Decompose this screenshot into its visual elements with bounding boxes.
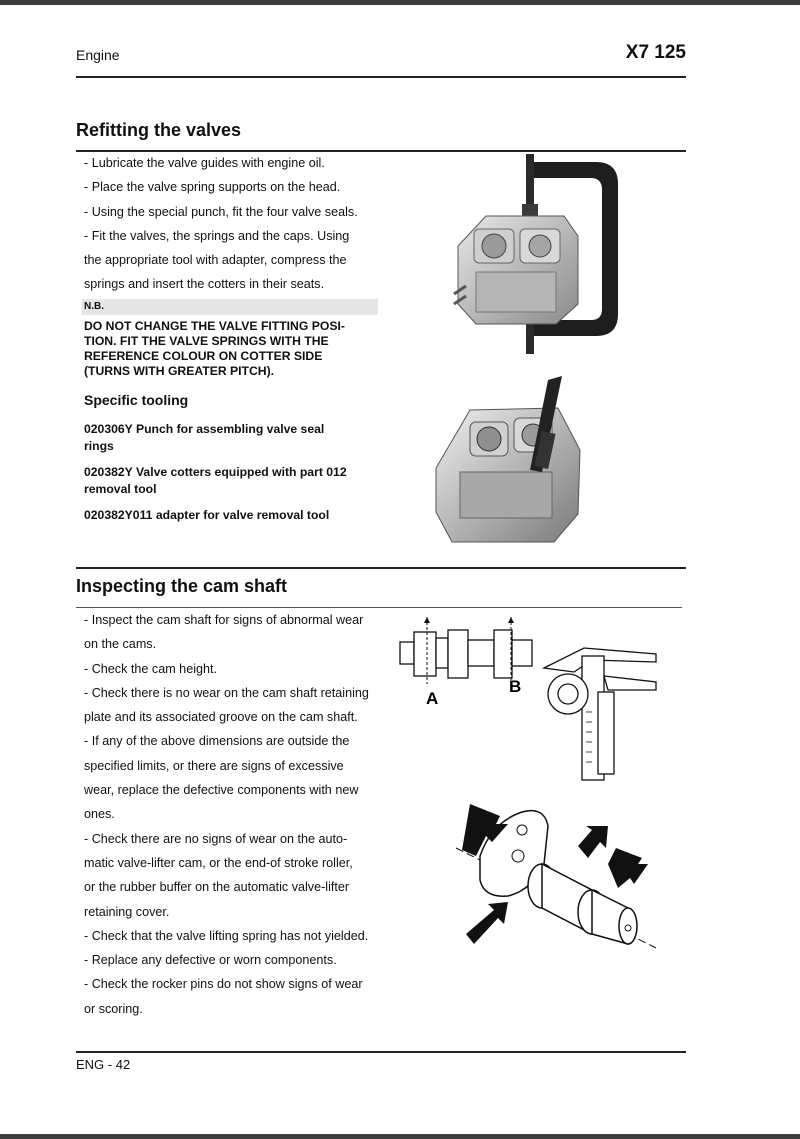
cam-height-diagram (394, 612, 664, 792)
text-line: on the cams. (84, 637, 157, 652)
diagram-label-a: A (426, 689, 439, 708)
diagram-label-b: B (509, 677, 522, 696)
nb-label: N.B. (82, 299, 378, 315)
top-border (0, 0, 800, 5)
warning-line: DO NOT CHANGE THE VALVE FITTING POSI- (84, 318, 345, 333)
tool-line: 020382Y011 adapter for valve removal tool (84, 507, 330, 522)
tool-line: 020382Y Valve cotters equipped with part 012 (84, 464, 347, 479)
text-line: - Check there are no signs of wear on the auto- (84, 831, 348, 846)
text-line: springs and insert the cotters in their seats. (84, 277, 325, 292)
warning-line: (TURNS WITH GREATER PITCH). (84, 363, 275, 378)
text-line: or scoring. (84, 1001, 143, 1016)
section-rule (76, 567, 686, 569)
warning-line: TION. FIT THE VALVE SPRINGS WITH THE (84, 333, 329, 348)
header-section-name: Engine (76, 47, 120, 63)
footer-rule (76, 1051, 686, 1053)
text-line: the appropriate tool with adapter, compress the (84, 253, 347, 268)
valve-lifter-cam-diagram (452, 794, 662, 959)
header-model: X7 125 (625, 42, 686, 63)
refitting-text-column (84, 151, 380, 524)
text-line: - Place the valve spring supports on the head. (84, 180, 341, 195)
tool-item (84, 464, 380, 498)
text-line: - If any of the above dimensions are outside the (84, 734, 350, 749)
text-line: plate and its associated groove on the cam shaft. (84, 710, 358, 725)
text-line: wear, replace the defective components with new (84, 783, 359, 798)
text-line: - Lubricate the valve guides with engine oil. (84, 156, 325, 170)
page-number: ENG - 42 (76, 1057, 131, 1072)
valve-compressor-photo (446, 154, 631, 364)
tool-item (84, 421, 380, 455)
text-line: - Using the special punch, fit the four valve seals. (84, 204, 358, 219)
text-line: or the rubber buffer on the automatic valve-lifter (84, 880, 350, 895)
text-line: - Fit the valves, the springs and the caps. Using (84, 228, 350, 243)
section-title-inspecting-cam-shaft: Inspecting the cam shaft (76, 576, 288, 596)
valve-seal-punch-photo (430, 372, 600, 552)
text-line: - Inspect the cam shaft for signs of abnormal wear (84, 613, 364, 627)
tool-line: 020306Y Punch for assembling valve seal (84, 421, 325, 436)
warning-line: REFERENCE COLOUR ON COTTER SIDE (84, 348, 323, 363)
text-line: ones. (84, 807, 115, 822)
warning-block (84, 319, 380, 379)
text-line: - Check the cam height. (84, 661, 217, 676)
text-line: - Check that the valve lifting spring has not yielded. (84, 928, 369, 943)
header-rule (76, 76, 686, 78)
text-line: - Check the rocker pins do not show signs of wear (84, 977, 363, 992)
text-line: specified limits, or there are signs of excessive (84, 758, 344, 773)
text-line: - Replace any defective or worn components. (84, 953, 337, 968)
text-line: - Check there is no wear on the cam shaft retaining (84, 685, 369, 700)
tool-item (84, 507, 380, 524)
specific-tooling-heading: Specific tooling (84, 391, 189, 408)
tool-line: rings (84, 438, 114, 453)
text-line: matic valve-lifter cam, or the end-of stroke roller, (84, 855, 353, 870)
tool-line: removal tool (84, 481, 157, 496)
bottom-border (0, 1134, 800, 1139)
text-line: retaining cover. (84, 904, 170, 919)
cam-shaft-text-column (84, 608, 380, 1021)
section-title-refitting-valves: Refitting the valves (76, 120, 242, 140)
